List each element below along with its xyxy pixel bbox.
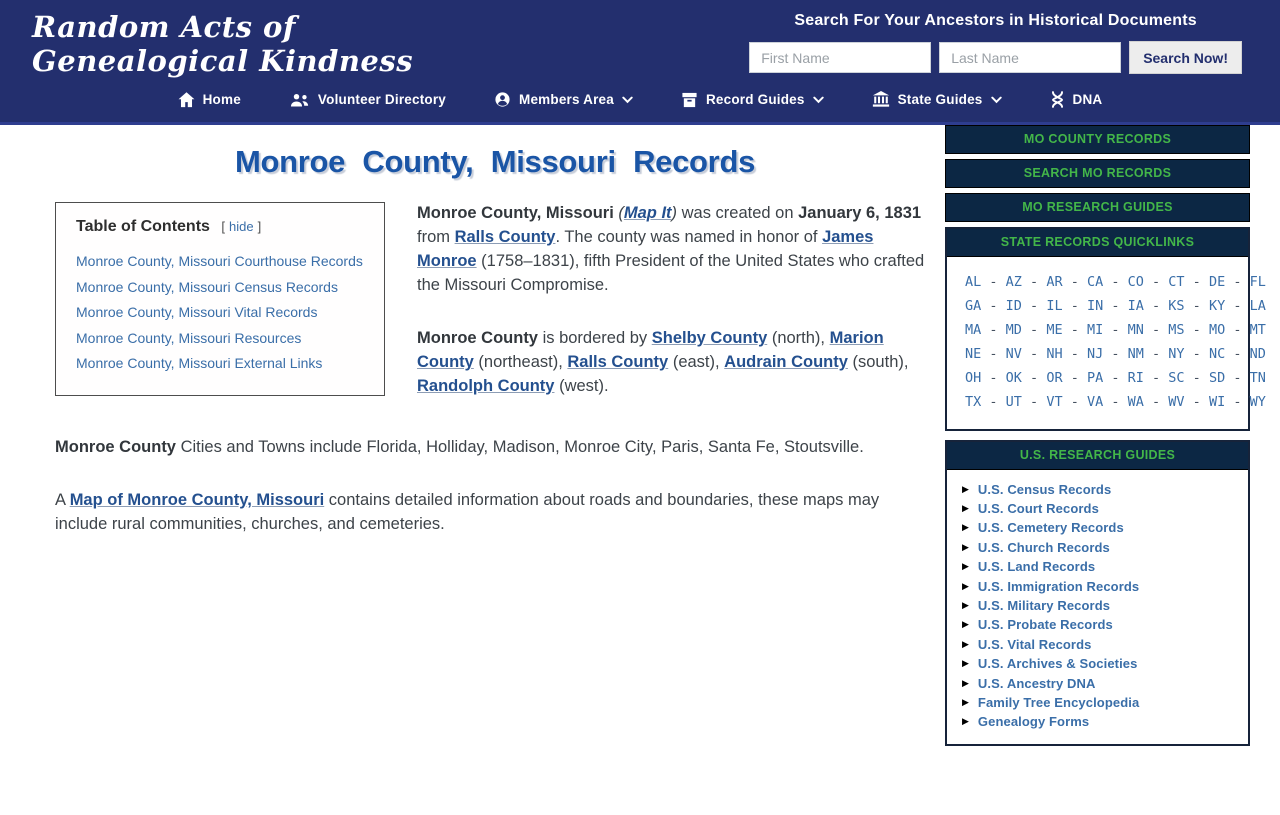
text-segment: was created on [677,204,799,223]
text-link-shelby-county[interactable]: Shelby County [651,329,768,348]
state-separator: - [1062,370,1087,387]
toc-hide-link[interactable]: hide [229,219,254,235]
state-separator: - [1184,370,1209,387]
state-row [965,318,1266,342]
toc-toggle [221,219,261,234]
guide-link-u-s-land-records[interactable]: U.S. Land Records [977,559,1096,575]
state-separator: - [1143,346,1169,363]
toc-link-monroe-county-missouri-census-records[interactable]: Monroe County, Missouri Census Records [76,278,338,295]
triangle-bullet-icon: ▶ [962,658,969,669]
paragraph [55,488,935,536]
state-separator: - [981,274,1006,291]
text-link-ralls-county[interactable]: Ralls County [454,228,556,247]
nav-item-volunteer-directory[interactable] [289,92,446,108]
state-separator: - [1103,394,1128,411]
state-separator: - [1062,346,1087,363]
nav-item-state-guides[interactable] [872,91,1002,108]
state-link-de[interactable]: DE [1208,274,1226,291]
text-segment: from [417,228,455,247]
guide-item [962,693,1240,712]
archive-box-icon [681,92,698,108]
state-quicklinks-box [945,227,1266,431]
state-separator: - [1143,298,1169,315]
state-link-wy[interactable]: WY [1249,394,1266,411]
toc-link-monroe-county-missouri-courthouse-records[interactable]: Monroe County, Missouri Courthouse Records [76,253,363,270]
triangle-bullet-icon: ▶ [962,716,969,727]
state-row [965,270,1266,294]
state-link-wi[interactable]: WI [1208,394,1226,411]
state-link-mo[interactable]: MO [1208,322,1226,339]
state-link-tx[interactable]: TX [965,394,982,411]
state-link-mi[interactable]: MI [1086,322,1104,339]
nav-item-home[interactable] [178,92,241,108]
state-link-ms[interactable]: MS [1168,322,1185,339]
text-segment: (east), [668,353,725,372]
triangle-bullet-icon: ▶ [962,696,969,707]
guide-item [962,576,1240,595]
state-link-in[interactable]: IN [1086,298,1104,315]
guide-link-u-s-ancestry-dna[interactable]: U.S. Ancestry DNA [977,675,1096,691]
guide-link-genealogy-forms[interactable]: Genealogy Forms [977,714,1090,730]
state-separator: - [1103,322,1128,339]
guide-item [962,712,1240,731]
state-separator: - [1184,346,1209,363]
nav-label: Volunteer Directory [317,92,447,108]
guide-item [962,673,1240,692]
state-link-nj[interactable]: NJ [1086,346,1104,363]
guide-item [962,518,1240,537]
toc-header [76,218,364,236]
us-research-guides-box [945,440,1250,745]
search-title: Search For Your Ancestors in Historical Documents [794,12,1197,29]
toc-bracket-open: [ [221,219,225,235]
state-separator: - [1143,394,1169,411]
guide-item [962,538,1240,557]
state-link-or[interactable]: OR [1046,370,1063,387]
triangle-bullet-icon: ▶ [962,580,969,591]
state-separator: - [1143,370,1169,387]
state-link-ny[interactable]: NY [1168,346,1185,363]
text-link-map-of-monroe-county-missouri[interactable]: Map of Monroe County, Missouri [69,491,325,510]
sidebar-header-bars [945,125,1250,222]
toc-links [76,253,364,371]
state-separator: - [1225,322,1250,339]
guide-item [962,654,1240,673]
state-link-mt[interactable]: MT [1249,322,1266,339]
state-link-wa[interactable]: WA [1127,394,1144,411]
state-separator: - [1021,346,1047,363]
state-separator: - [1225,370,1250,387]
state-separator: - [1103,274,1128,291]
guide-item [962,557,1240,576]
state-link-ky[interactable]: KY [1208,298,1226,315]
state-row [965,294,1266,318]
site-logo[interactable] [32,10,413,78]
state-separator: - [981,370,1006,387]
triangle-bullet-icon: ▶ [962,503,969,514]
text-segment: A [55,491,70,510]
state-link-wv[interactable]: WV [1168,394,1185,411]
nav-item-members-area[interactable] [494,91,633,108]
state-link-ia[interactable]: IA [1127,298,1144,315]
text-segment: January 6, 1831 [798,204,922,223]
state-separator: - [1184,322,1209,339]
text-segment: contains detailed information about roads and boundaries, these maps may include rural communities, churches, and cemeteries. [55,491,880,534]
site-header [0,0,1280,125]
nav-label: Record Guides [705,92,805,108]
text-segment: Cities and Towns include Florida, Holliday, Madison, Monroe City, Paris, Santa Fe, Stoutsville. [176,438,864,457]
state-separator: - [1062,298,1087,315]
guide-link-family-tree-encyclopedia[interactable]: Family Tree Encyclopedia [977,694,1140,710]
text-link-map-it[interactable]: Map It [623,204,672,223]
guide-link-u-s-military-records[interactable]: U.S. Military Records [977,597,1111,613]
state-separator: - [1021,298,1047,315]
state-link-ok[interactable]: OK [1005,370,1022,387]
state-link-co[interactable]: CO [1127,274,1144,291]
text-segment: Monroe County, Missouri [417,204,619,223]
text-link-ralls-county[interactable]: Ralls County [567,353,669,372]
state-separator: - [1225,346,1250,363]
sidebar-bar-mo-research-guides[interactable]: MO RESEARCH GUIDES [945,193,1250,222]
state-link-ks[interactable]: KS [1168,298,1185,315]
state-link-al[interactable]: AL [965,274,982,291]
state-link-sd[interactable]: SD [1208,370,1226,387]
text-segment: (north), [767,329,830,348]
triangle-bullet-icon: ▶ [962,483,969,494]
triangle-bullet-icon: ▶ [962,638,969,649]
state-separator: - [981,346,1006,363]
toc-link-monroe-county-missouri-resources[interactable]: Monroe County, Missouri Resources [76,329,302,346]
sidebar [945,125,1266,754]
dna-icon [1050,91,1065,108]
state-separator: - [1225,298,1250,315]
state-link-ct[interactable]: CT [1168,274,1185,291]
state-link-ga[interactable]: GA [965,298,982,315]
state-separator: - [1184,394,1209,411]
text-segment: ) [671,204,678,223]
state-link-il[interactable]: IL [1046,298,1063,315]
state-link-ca[interactable]: CA [1086,274,1104,291]
logo-line-1: Random Acts of [32,10,296,44]
state-separator: - [1021,394,1047,411]
guide-item [962,479,1240,498]
state-separator: - [1184,274,1209,291]
state-row [965,342,1266,366]
guide-item [962,615,1240,634]
us-research-guides-list [947,470,1248,743]
state-separator: - [1225,394,1250,411]
table-of-contents [55,202,385,396]
last-name-input[interactable] [939,42,1121,73]
state-link-tn[interactable]: TN [1249,370,1266,387]
state-link-sc[interactable]: SC [1168,370,1185,387]
nav-label: Home [202,92,241,108]
nav-label: DNA [1072,92,1103,108]
state-link-me[interactable]: ME [1046,322,1063,339]
state-link-pa[interactable]: PA [1086,370,1104,387]
main-content [55,125,935,565]
main-nav [0,78,1280,122]
text-segment: ( [618,204,624,223]
home-icon [178,92,195,108]
nav-item-dna[interactable] [1050,91,1103,108]
text-segment: Monroe County [417,329,538,348]
state-separator: - [1225,274,1250,291]
triangle-bullet-icon: ▶ [962,561,969,572]
sidebar-bar-mo-county-records[interactable]: MO COUNTY RECORDS [945,125,1250,154]
state-link-nv[interactable]: NV [1005,346,1022,363]
member-circle-icon [494,91,511,108]
state-separator: - [1143,322,1169,339]
guide-link-u-s-census-records[interactable]: U.S. Census Records [977,481,1112,497]
chevron-down-icon [813,96,824,104]
guide-item [962,499,1240,518]
state-link-va[interactable]: VA [1086,394,1104,411]
people-icon [289,92,310,108]
guide-link-u-s-vital-records[interactable]: U.S. Vital Records [977,636,1092,652]
toc-title: Table of Contents [76,218,210,236]
first-name-input[interactable] [749,42,931,73]
chevron-down-icon [991,96,1002,104]
state-link-ar[interactable]: AR [1046,274,1063,291]
state-separator: - [981,394,1006,411]
state-separator: - [1062,322,1087,339]
search-now-button[interactable]: Search Now! [1129,41,1242,74]
guide-link-u-s-cemetery-records[interactable]: U.S. Cemetery Records [977,520,1124,536]
toc-link-monroe-county-missouri-external-links[interactable]: Monroe County, Missouri External Links [76,355,323,372]
text-segment: is bordered by [538,329,652,348]
triangle-bullet-icon: ▶ [962,677,969,688]
state-quicklinks-body [947,257,1266,429]
text-segment: Monroe County [55,438,176,457]
state-separator: - [1103,370,1128,387]
state-link-id[interactable]: ID [1005,298,1022,315]
state-link-md[interactable]: MD [1005,322,1022,339]
us-research-guides-header[interactable]: U.S. RESEARCH GUIDES [947,442,1248,470]
toc-bracket-close: ] [257,219,262,235]
nav-label: Members Area [519,92,614,108]
guide-link-u-s-archives-societies[interactable]: U.S. Archives & Societies [977,656,1138,672]
page-title: Monroe County, Missouri Records [234,144,756,180]
text-link-audrain-county[interactable]: Audrain County [724,353,848,372]
page-body [0,125,1280,814]
paragraph [55,427,935,459]
state-link-nc[interactable]: NC [1208,346,1226,363]
state-link-ne[interactable]: NE [965,346,982,363]
toc-link-monroe-county-missouri-vital-records[interactable]: Monroe County, Missouri Vital Records [76,304,318,321]
search-form [749,41,1242,74]
state-link-nd[interactable]: ND [1249,346,1266,363]
state-link-fl[interactable]: FL [1249,274,1266,291]
state-link-nm[interactable]: NM [1127,346,1144,363]
state-separator: - [981,298,1006,315]
bank-icon [872,91,890,108]
guide-item [962,635,1240,654]
text-segment: (south), [847,353,909,372]
state-link-ri[interactable]: RI [1127,370,1144,387]
triangle-bullet-icon: ▶ [962,541,969,552]
state-link-la[interactable]: LA [1249,298,1266,315]
state-link-ma[interactable]: MA [965,322,982,339]
text-link-james-monroe[interactable]: James Monroe [417,228,874,271]
state-separator: - [1062,394,1087,411]
state-link-vt[interactable]: VT [1046,394,1063,411]
state-separator: - [1062,274,1087,291]
state-separator: - [1103,298,1128,315]
state-quicklinks-header[interactable]: STATE RECORDS QUICKLINKS [947,229,1248,257]
guide-link-u-s-immigration-records[interactable]: U.S. Immigration Records [977,578,1140,594]
triangle-bullet-icon: ▶ [962,599,969,610]
state-separator: - [1021,274,1047,291]
nav-label: State Guides [897,92,983,108]
nav-item-record-guides[interactable] [681,92,824,108]
state-link-ut[interactable]: UT [1005,394,1022,411]
state-link-mn[interactable]: MN [1127,322,1144,339]
triangle-bullet-icon: ▶ [962,619,969,630]
state-separator: - [981,322,1006,339]
chevron-down-icon [622,96,633,104]
header-top [0,0,1280,78]
sidebar-bar-search-mo-records[interactable]: SEARCH MO RECORDS [945,159,1250,188]
text-segment: . The county was named in honor of [555,228,823,247]
state-separator: - [1184,298,1209,315]
guide-item [962,596,1240,615]
guide-link-u-s-court-records[interactable]: U.S. Court Records [977,501,1099,517]
logo-line-2: Genealogical Kindness [32,44,414,79]
text-segment: (west). [554,377,609,396]
state-separator: - [1143,274,1169,291]
state-link-oh[interactable]: OH [965,370,982,387]
text-segment: (1758–1831), fifth President of the United States who crafted the Missouri Compromise. [417,252,925,295]
state-row [965,366,1266,390]
state-separator: - [1021,322,1047,339]
text-link-randolph-county[interactable]: Randolph County [417,377,555,396]
guide-link-u-s-church-records[interactable]: U.S. Church Records [977,539,1110,555]
text-link-marion-county[interactable]: Marion County [417,329,884,372]
ancestor-search [749,10,1242,74]
state-separator: - [1021,370,1047,387]
state-link-az[interactable]: AZ [1005,274,1022,291]
state-link-nh[interactable]: NH [1046,346,1063,363]
state-row [965,390,1266,414]
triangle-bullet-icon: ▶ [962,522,969,533]
guide-link-u-s-probate-records[interactable]: U.S. Probate Records [977,617,1113,633]
text-segment: (northeast), [473,353,568,372]
state-separator: - [1103,346,1128,363]
